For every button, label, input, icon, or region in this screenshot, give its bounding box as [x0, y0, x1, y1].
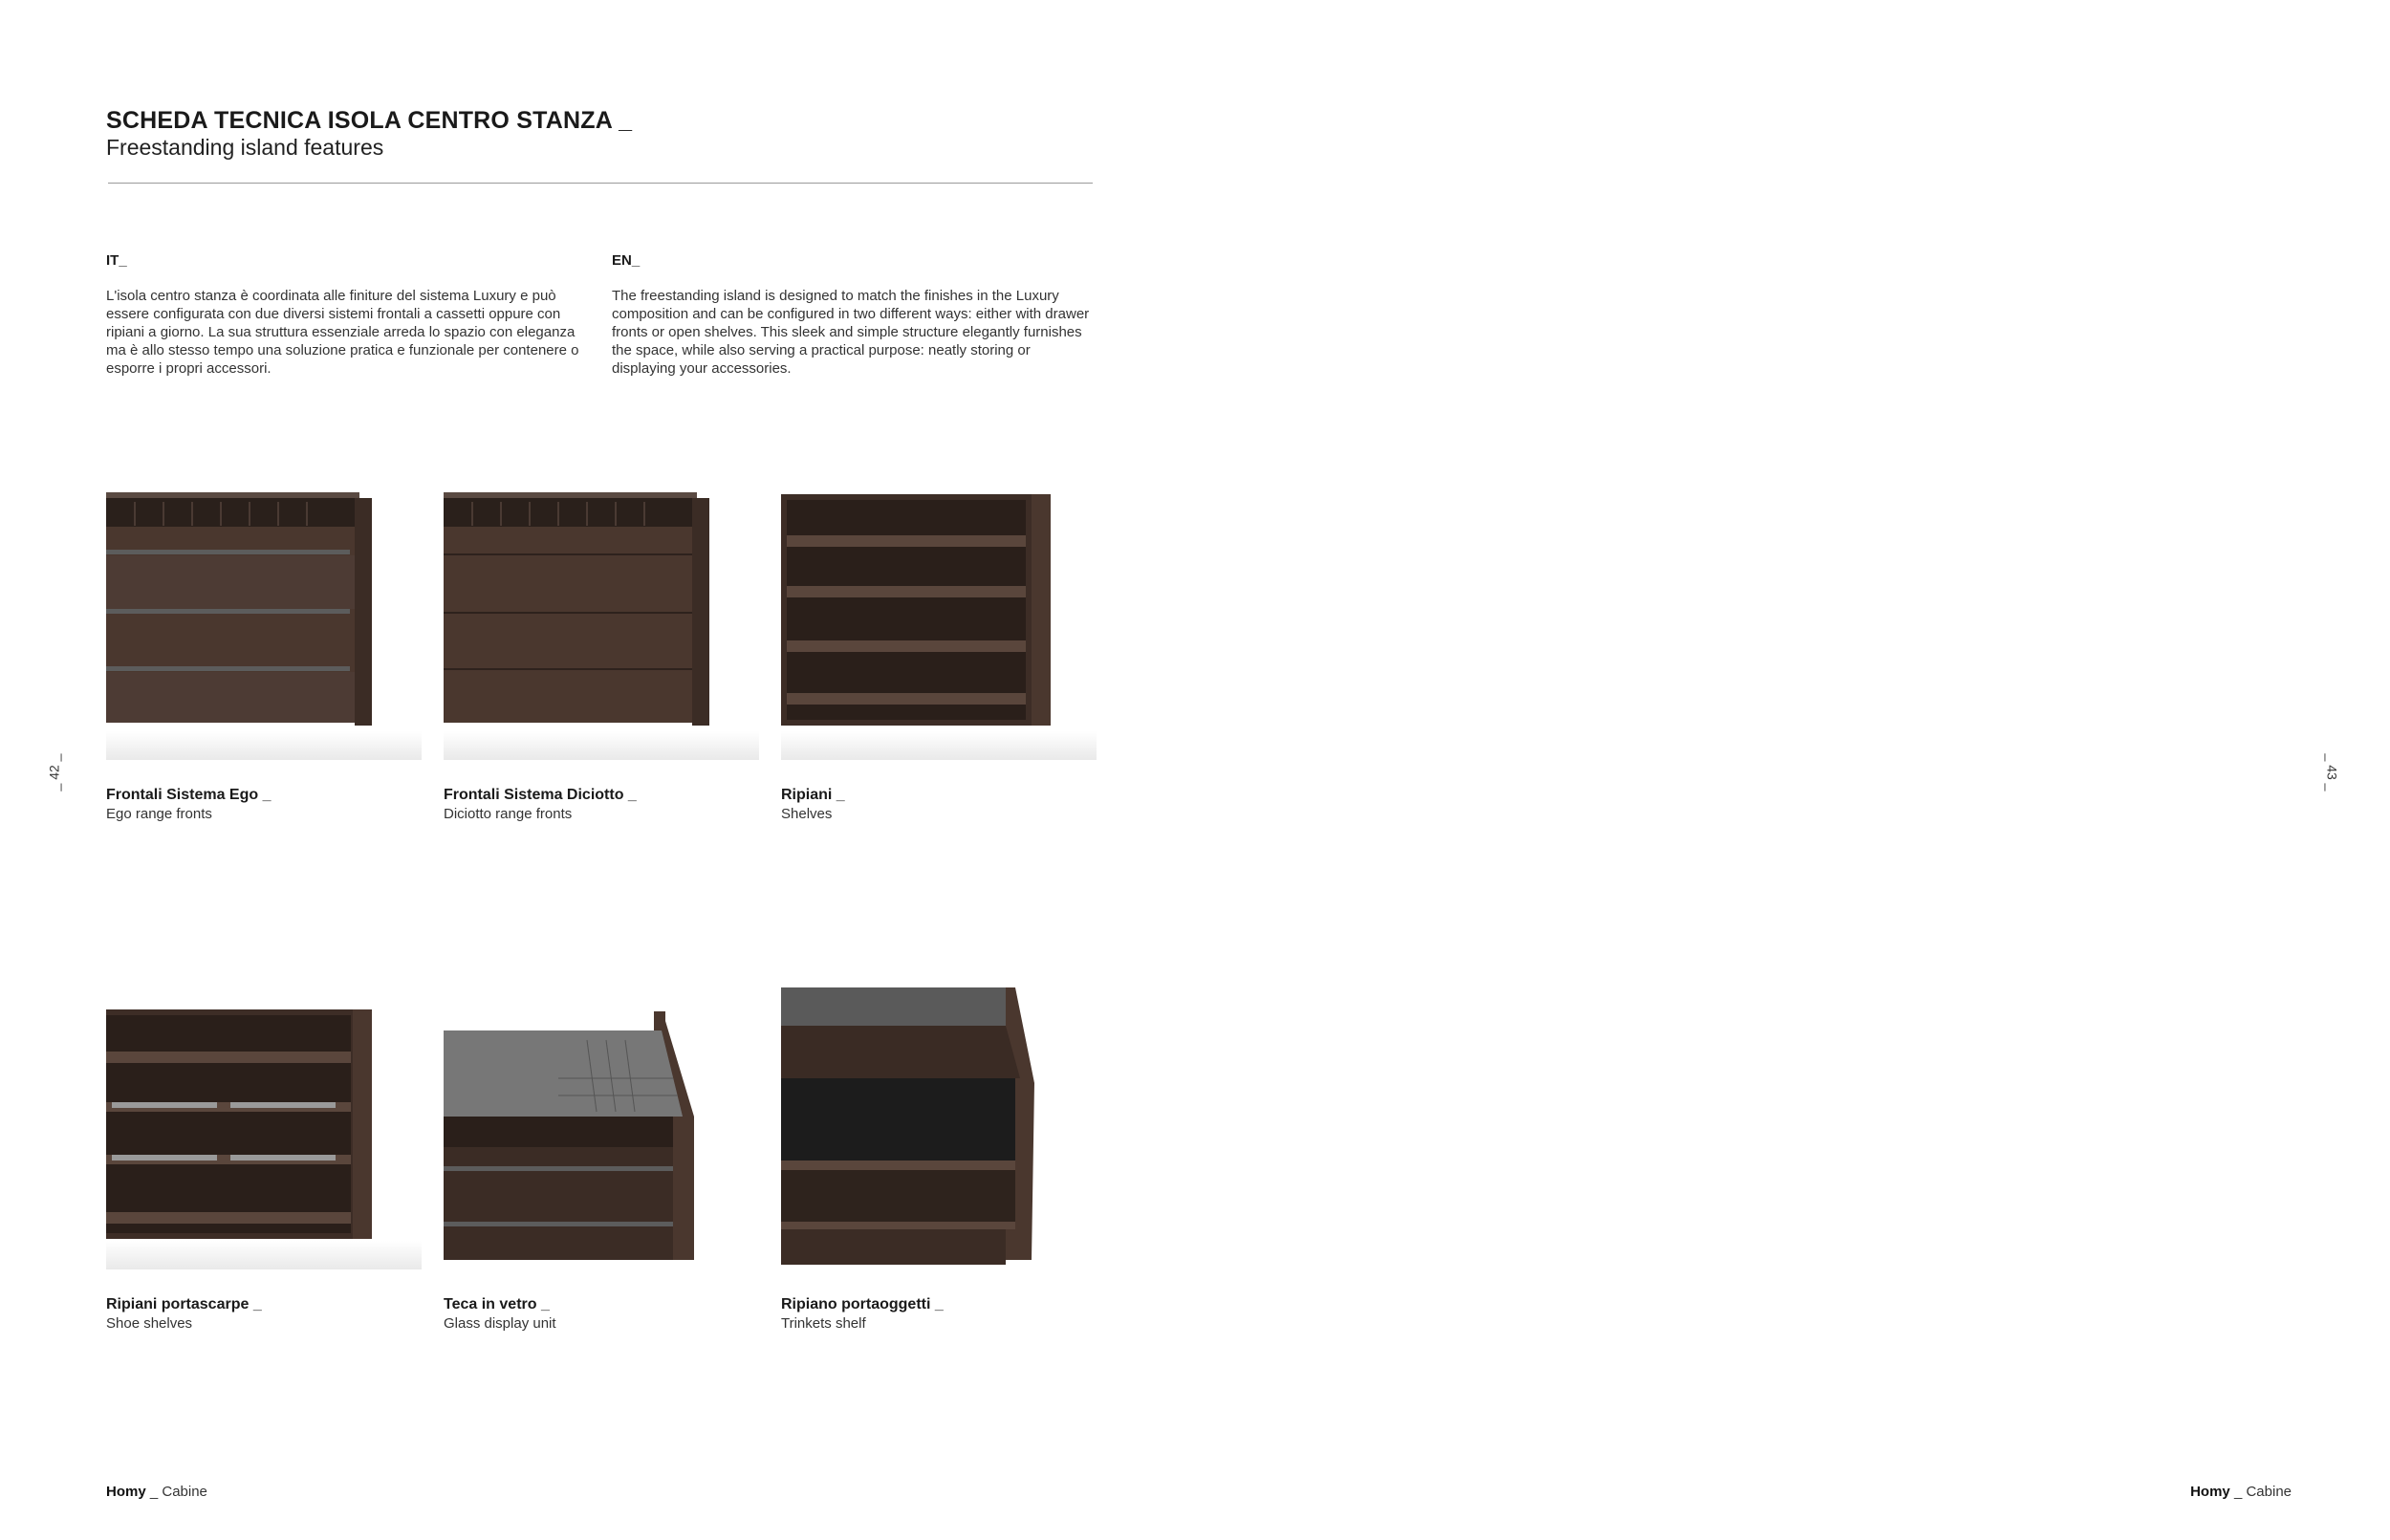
product-subtitle: Shelves	[781, 806, 833, 822]
product-title: Frontali Sistema Diciotto _	[444, 787, 637, 803]
product-shoe-shelves	[106, 983, 422, 1332]
page-number-right: _ 43 _	[2324, 753, 2340, 792]
footer-brand: Homy	[2190, 1484, 2230, 1500]
product-subtitle: Shoe shelves	[106, 1315, 193, 1332]
diciotto-fronts-image	[444, 473, 759, 760]
product-glass-display	[444, 983, 759, 1332]
italian-label: IT_	[106, 252, 127, 269]
title-divider	[108, 183, 1093, 184]
product-subtitle: Ego range fronts	[106, 806, 212, 822]
footer-brand: Homy	[106, 1484, 146, 1500]
product-title: Teca in vetro _	[444, 1296, 550, 1312]
product-title: Ripiani _	[781, 787, 845, 803]
product-ego-fronts	[106, 473, 422, 822]
product-subtitle: Glass display unit	[444, 1315, 556, 1332]
english-description: The freestanding island is designed to match the finishes in the Luxury composition and can be configured in two different ways: either with drawer fronts or open shelves. This sleek and simple structure elegantly furnishes the space, while also serving a practical purpose: neatly storing or displaying your accessories.	[612, 288, 1090, 377]
footer-left	[106, 1484, 207, 1500]
product-subtitle: Trinkets shelf	[781, 1315, 866, 1332]
product-subtitle: Diciotto range fronts	[444, 806, 573, 822]
page-subtitle: Freestanding island features	[106, 135, 384, 160]
product-diciotto-fronts	[444, 473, 759, 822]
page-title: SCHEDA TECNICA ISOLA CENTRO STANZA _	[106, 107, 633, 134]
footer-section: _ Cabine	[2233, 1484, 2292, 1500]
product-title: Frontali Sistema Ego _	[106, 787, 272, 803]
shoe-shelves-image	[106, 983, 422, 1269]
glass-display-image	[444, 983, 759, 1269]
product-trinkets-shelf	[781, 983, 1097, 1332]
product-title: Ripiano portaoggetti _	[781, 1296, 944, 1312]
footer-section: _ Cabine	[149, 1484, 207, 1500]
ego-fronts-image	[106, 473, 422, 760]
trinkets-shelf-image	[781, 983, 1097, 1269]
product-shelves	[781, 473, 1097, 822]
footer-right	[2190, 1484, 2292, 1500]
product-title: Ripiani portascarpe _	[106, 1296, 262, 1312]
english-label: EN_	[612, 252, 641, 269]
page-number-left: _ 42 _	[46, 753, 62, 792]
italian-description: L'isola centro stanza è coordinata alle finiture del sistema Luxury e può essere configurata con due diversi sistemi frontali a cassetti oppure con ripiani a giorno. La sua struttura essenziale arreda lo spazio con eleganza ma è allo stesso tempo una soluzione pratica e funzionale per contenere o esporre i propri accessori.	[106, 288, 579, 377]
shelves-image	[781, 473, 1097, 760]
